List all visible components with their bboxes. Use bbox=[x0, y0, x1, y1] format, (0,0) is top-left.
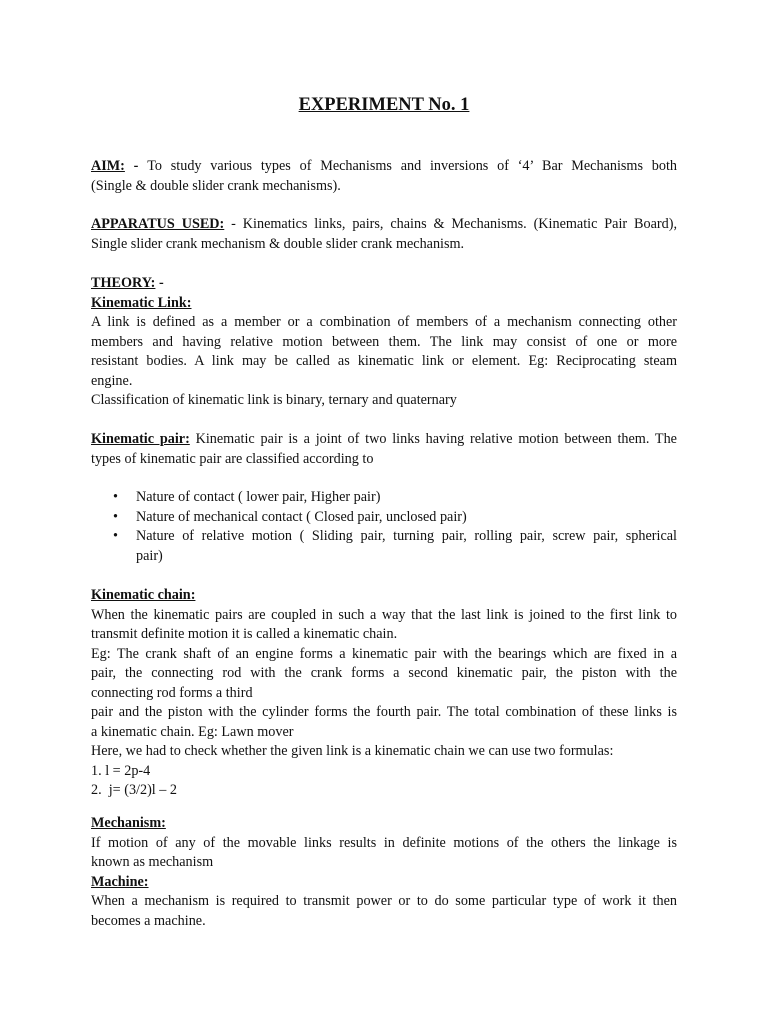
kinematic-link-heading: Kinematic Link: bbox=[91, 294, 192, 311]
kinematic-chain-section bbox=[91, 586, 677, 801]
kinematic-chain-line-4: pair, the connecting rod with the crank forms a second kinematic pair, the piston with the bbox=[91, 665, 677, 681]
page-title: EXPERIMENT No. 1 bbox=[298, 95, 470, 115]
aim-section bbox=[91, 157, 677, 196]
apparatus-line-1 bbox=[91, 215, 677, 235]
list-item-text: Nature of mechanical contact ( Closed pair, unclosed pair) bbox=[136, 508, 467, 525]
kinematic-chain-line-6: pair and the piston with the cylinder forms the fourth pair. The total combination of these links is bbox=[91, 704, 677, 720]
kinematic-chain-line-5: connecting rod forms a third bbox=[91, 684, 253, 701]
machine-line-2: becomes a machine. bbox=[91, 912, 206, 929]
mechanism-line-1: If motion of any of the movable links results in definite motions of the others the linkage is bbox=[91, 834, 677, 851]
formula-2: 2. j= (3/2)l – 2 bbox=[91, 782, 178, 798]
list-item bbox=[91, 508, 677, 528]
formula-1: 1. l = 2p-4 bbox=[91, 762, 151, 779]
kinematic-pair-list bbox=[91, 488, 677, 566]
kinematic-chain-line-3: Eg: The crank shaft of an engine forms a kinematic pair with the bearings which are fixed in a bbox=[91, 645, 677, 662]
kinematic-link-line-4: engine. bbox=[91, 372, 133, 389]
aim-label: AIM: bbox=[91, 158, 125, 174]
apparatus-line-2: Single slider crank mechanism & double slider crank mechanism. bbox=[91, 235, 465, 252]
aim-line-1 bbox=[91, 157, 677, 177]
aim-text-1: To study various types of Mechanisms and inversions of ‘4’ Bar Mechanisms both bbox=[147, 158, 677, 174]
list-item-text: Nature of contact ( lower pair, Higher pair) bbox=[136, 489, 381, 505]
theory-heading bbox=[91, 274, 677, 294]
kinematic-link-line-3: resistant bodies. A link may be called as kinematic link or element. Eg: Reciprocating steam bbox=[91, 353, 677, 369]
kinematic-chain-line-7: a kinematic chain. Eg: Lawn mover bbox=[91, 723, 294, 740]
mechanism-heading: Mechanism: bbox=[91, 815, 166, 831]
kinematic-link-line-2: members and having relative motion between them. The link may consist of one or more bbox=[91, 333, 677, 350]
list-item bbox=[91, 527, 677, 566]
kinematic-chain-line-2: transmit definite motion it is called a kinematic chain. bbox=[91, 626, 398, 642]
machine-line-1: When a mechanism is required to transmit power or to do some particular type of work it then bbox=[91, 893, 677, 909]
kinematic-link-line-5: Classification of kinematic link is binary, ternary and quaternary bbox=[91, 392, 457, 408]
theory-label: THEORY: bbox=[91, 275, 156, 291]
apparatus-label: APPARATUS USED: bbox=[91, 216, 225, 232]
bullet-icon: • bbox=[113, 508, 118, 525]
kinematic-link-line-1: A link is defined as a member or a combination of members of a mechanism connecting other bbox=[91, 314, 677, 330]
theory-dash: - bbox=[155, 275, 164, 291]
kinematic-chain-heading: Kinematic chain: bbox=[91, 587, 196, 603]
aim-dash: - bbox=[124, 158, 148, 174]
kinematic-chain-line-8: Here, we had to check whether the given link is a kinematic chain we can use two formulas: bbox=[91, 743, 614, 759]
list-item-text-line-1: Nature of relative motion ( Sliding pair, turning pair, rolling pair, screw pair, spherical bbox=[136, 528, 677, 544]
list-item-text-line-2: pair) bbox=[136, 547, 163, 564]
kinematic-pair-line-2: types of kinematic pair are classified according to bbox=[91, 450, 374, 467]
bullet-icon: • bbox=[113, 528, 118, 544]
kinematic-pair-section bbox=[91, 430, 677, 469]
kinematic-pair-text-1: Kinematic pair is a joint of two links having relative motion between them. The bbox=[189, 431, 677, 447]
kinematic-pair-heading: Kinematic pair: bbox=[91, 431, 190, 447]
apparatus-text-1: - Kinematics links, pairs, chains & Mechanisms. (Kinematic Pair Board), bbox=[224, 216, 677, 232]
mechanism-line-2: known as mechanism bbox=[91, 854, 214, 870]
list-item bbox=[91, 488, 677, 508]
machine-heading: Machine: bbox=[91, 873, 149, 890]
kinematic-chain-line-1: When the kinematic pairs are coupled in such a way that the last link is joined to the first link to bbox=[91, 606, 677, 623]
aim-line-2: (Single & double slider crank mechanisms). bbox=[91, 177, 341, 194]
theory-section bbox=[91, 274, 677, 411]
kinematic-pair-line-1 bbox=[91, 430, 677, 450]
bullet-icon: • bbox=[113, 489, 118, 505]
mechanism-section bbox=[91, 814, 677, 931]
apparatus-section bbox=[91, 215, 677, 254]
